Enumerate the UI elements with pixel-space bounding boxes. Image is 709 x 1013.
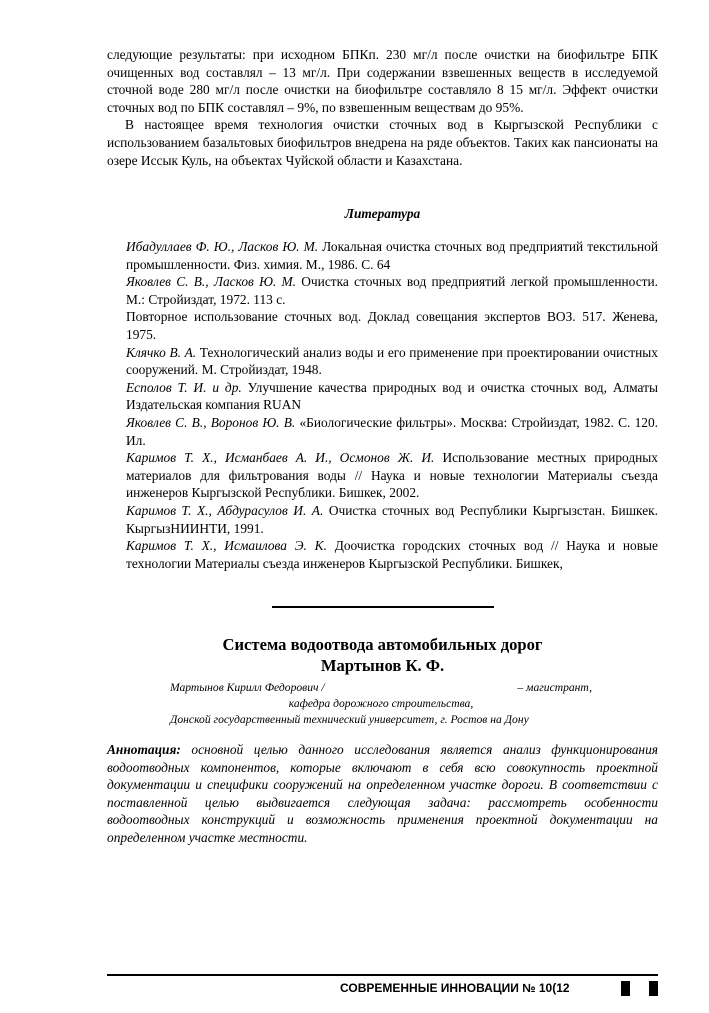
author-university: Донской государственный технический университет, г. Ростов на Дону xyxy=(170,713,529,726)
reference-authors: Клячко В. А. xyxy=(126,344,197,360)
reference-text: Локальная очистка сточных вод предприятий текстильной промышленности. Физ. химия. М., 1986. С. 64 xyxy=(126,239,658,272)
reference-authors: Каримов Т. Х., Абдурасулов И. А. xyxy=(126,502,324,518)
annotation xyxy=(107,741,658,847)
annotation-text: основной целью данного исследования является анализ функционирования водоотводных компонентов, которые включают в себя всю совокупность проектной документации и специфики сооружений на определенном участке дороги. В соответствии с поставленной целью выдвигается следующая задача: рассмотреть особенности водоотводных конструкций и возможность применения проектной документации на определенном участке местности. xyxy=(107,742,658,845)
footer-square-mark xyxy=(649,981,658,996)
footer-square-mark xyxy=(621,981,630,996)
reference-list xyxy=(126,238,658,572)
reference-authors: Яковлев С. В., Воронов Ю. В. xyxy=(126,414,296,430)
author-row xyxy=(170,680,592,696)
author-role: – магистрант, xyxy=(517,681,592,694)
reference-text: Повторное использование сточных вод. Доклад совещания экспертов ВОЗ. 517. Женева, 1975. xyxy=(126,309,658,342)
reference-item xyxy=(126,449,658,502)
annotation-label: Аннотация: xyxy=(107,742,181,757)
reference-item xyxy=(126,344,658,379)
reference-item xyxy=(126,502,658,537)
reference-item xyxy=(126,273,658,308)
reference-item xyxy=(126,537,658,572)
author-department: кафедра дорожного строительства, xyxy=(288,697,474,710)
author-affiliation xyxy=(170,680,592,728)
reference-text: Использование местных природных материалов для фильтрования воды // Наука и новые технологии Материалы съезда инженеров Кыргызской Республики. Бишкек, 2002. xyxy=(126,450,658,501)
literature-heading: Литература xyxy=(344,206,421,221)
section-divider xyxy=(272,606,494,608)
footer-rule xyxy=(107,974,658,976)
body-text xyxy=(107,46,658,169)
journal-footer: СОВРЕМЕННЫЕ ИННОВАЦИИ № 10(12 xyxy=(340,981,570,995)
reference-item xyxy=(126,308,658,343)
article-title: Система водоотвода автомобильных дорог xyxy=(222,635,543,654)
reference-text: Доочистка городских сточных вод // Наука и новые технологии Материалы съезда инженеров Кыргызской Республики. Бишкек, xyxy=(126,538,658,571)
reference-authors: Есполов Т. И. и др. xyxy=(126,379,242,395)
article-title-block xyxy=(107,634,658,676)
article-author-short: Мартынов К. Ф. xyxy=(320,656,445,675)
reference-text: «Биологические фильтры». Москва: Стройиздат, 1982. С. 120. Ил. xyxy=(126,414,659,448)
reference-item xyxy=(126,414,658,449)
reference-authors: Ибадуллаев Ф. Ю., Ласков Ю. М. xyxy=(126,239,319,254)
reference-text: Очистка сточных вод Республики Кыргызстан. Бишкек. КыргызНИИНТИ, 1991. xyxy=(126,502,658,536)
reference-item xyxy=(126,379,658,414)
reference-item xyxy=(126,238,658,273)
reference-authors: Каримов Т. Х., Исманбаев А. И., Осмонов Ж. И. xyxy=(126,450,435,466)
reference-text: Очистка сточных вод предприятий легкой промышленности. М.: Стройиздат, 1972. 113 с. xyxy=(126,274,659,307)
reference-text: Улучшение качества природных вод и очистка сточных вод, Алматы Издательская компания RUAN xyxy=(126,379,658,413)
reference-text: Технологический анализ воды и его применение при проектировании очистных сооружений. М. Стройиздат, 1948. xyxy=(126,344,658,378)
paragraph-technology: В настоящее время технология очистки сточных вод в Кыргызской Республики с использованием базальтовых биофильтров внедрена на ряде объектов. Таких как пансионаты на озере Иссык Куль, на объектах Чуйской области и Казахстана. xyxy=(107,117,658,168)
reference-authors: Каримов Т. Х., Исмаилова Э. К. xyxy=(126,538,327,554)
author-full-name: Мартынов Кирилл Федорович / xyxy=(170,681,325,694)
reference-authors: Яковлев С. В., Ласков Ю. М. xyxy=(126,274,297,290)
paragraph-results: следующие результаты: при исходном БПКп. 230 мг/л после очистки на биофильтре БПК очищенных вод составлял – 13 мг/л. При содержании взвешенных веществ в исследуемой сточной воде 280 мг/л после очистки на биофильтре составляло 8 15 мг/л. Эффект очистки сточных вод по БПК составлял – 9%, по взвешенным веществам до 95%. xyxy=(107,47,658,115)
